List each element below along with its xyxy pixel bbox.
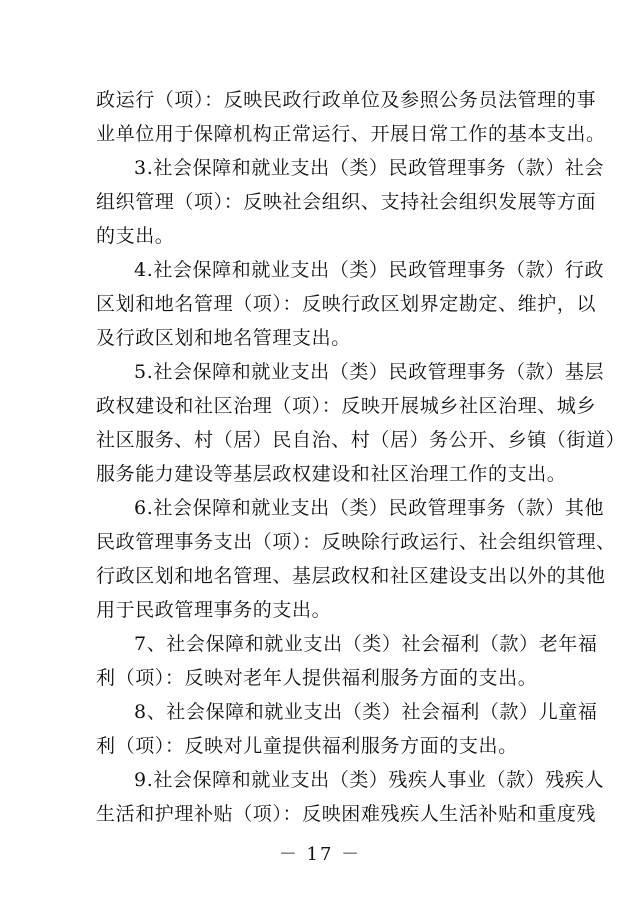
paragraph-line: 利（项）：反映对儿童提供福利服务方面的支出。 [96, 735, 518, 757]
paragraph-line: 4.社会保障和就业支出（类）民政管理事务（款）行政 [134, 259, 605, 281]
paragraph-line: 用于民政管理事务的支出。 [96, 599, 332, 621]
paragraph-line: 6.社会保障和就业支出（类）民政管理事务（款）其他 [134, 497, 605, 519]
paragraph-line: 7、社会保障和就业支出（类）社会福利（款）老年福 [134, 633, 598, 655]
paragraph-line: 社区服务、村（居）民自治、村（居）务公开、乡镇（街道） [96, 429, 626, 451]
paragraph-line: 5.社会保障和就业支出（类）民政管理事务（款）基层 [134, 361, 605, 383]
paragraph-line: 区划和地名管理（项）：反映行政区划界定勘定、维护，以 [96, 293, 597, 315]
paragraph-line: 利（项）：反映对老年人提供福利服务方面的支出。 [96, 667, 538, 689]
paragraph-line: 民政管理事务支出（项）：反映除行政运行、社会组织管理、 [96, 531, 616, 553]
paragraph-line: 3.社会保障和就业支出（类）民政管理事务（款）社会 [134, 157, 605, 179]
paragraph-line: 业单位用于保障机构正常运行、开展日常工作的基本支出。 [96, 123, 606, 145]
page-number: － 17 － [278, 844, 362, 865]
paragraph-line: 生活和护理补贴（项）：反映困难残疾人生活补贴和重度残 [96, 803, 597, 825]
paragraph-line: 8、社会保障和就业支出（类）社会福利（款）儿童福 [134, 701, 598, 723]
paragraph-line: 服务能力建设等基层政权建设和社区治理工作的支出。 [96, 463, 567, 485]
paragraph-line: 政运行（项）：反映民政行政单位及参照公务员法管理的事 [96, 89, 597, 111]
paragraph-line: 及行政区划和地名管理支出。 [96, 327, 351, 349]
paragraph-line: 的支出。 [96, 225, 175, 247]
paragraph-line: 政权建设和社区治理（项）：反映开展城乡社区治理、城乡 [96, 395, 597, 417]
paragraph-line: 9.社会保障和就业支出（类）残疾人事业（款）残疾人 [134, 769, 605, 791]
paragraph-line: 行政区划和地名管理、基层政权和社区建设支出以外的其他 [96, 565, 606, 587]
paragraph-line: 组织管理（项）：反映社会组织、支持社会组织发展等方面 [96, 191, 597, 213]
